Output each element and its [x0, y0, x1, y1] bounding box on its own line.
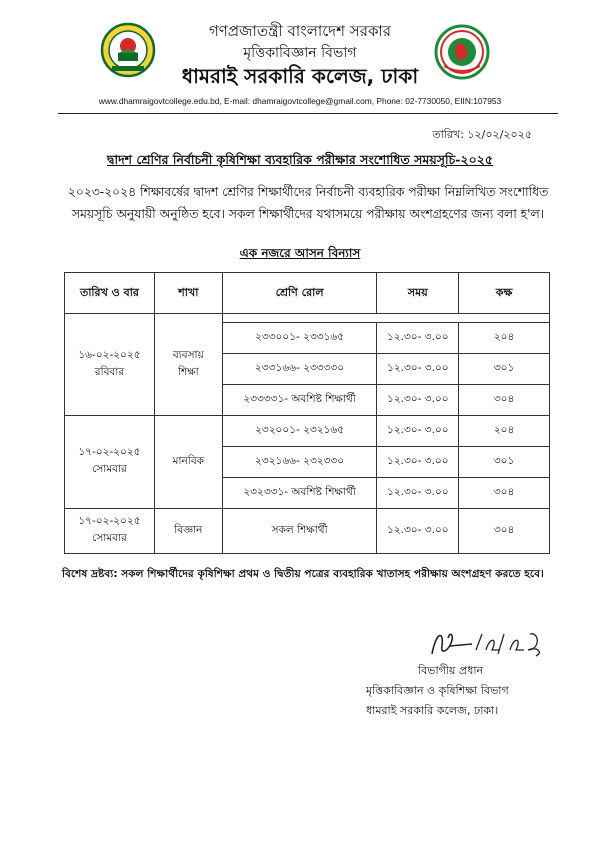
college-name: ধামরাই সরকারি কলেজ, ঢাকা [181, 64, 419, 88]
roll-cell: ২৩৩৩৩১- অবশিষ্ট শিক্ষার্থী [222, 385, 377, 416]
branch-text-line2: শিক্ষা [177, 365, 199, 378]
room-cell: ৩০১ [459, 354, 550, 385]
signatory-college: ধামরাই সরকারি কলেজ, ঢাকা। [366, 704, 499, 717]
notice-date: তারিখ: ১২/০২/২০২৫ [432, 128, 532, 141]
roll-cell: ২৩২০০১- ২৩২১৬৫ [222, 416, 377, 447]
room-cell: ৩০৪ [459, 478, 550, 509]
room-cell: ৩০৪ [459, 509, 550, 554]
notice-intro: ২০২৩-২০২৪ শিক্ষাবর্ষের দ্বাদশ শ্রেণির শিক্ষার্থীদের নির্বাচনী ব্যবহারিক পরীক্ষা নিম্নলিখিত সংশোধিত সময়সূচি অনুযায়ী অনুষ্ঠিত হবে। সকল শিক্ষার্থীদের যথাসময়ে পরীক্ষায় অংশগ্রহণের জন্য বলা হ'ল। [67, 185, 549, 221]
time-cell: ১২.৩০- ৩.০০ [377, 354, 459, 385]
roll-cell: ২৩২৩৩১- অবশিষ্ট শিক্ষার্থী [222, 478, 377, 509]
date-cell [65, 416, 155, 509]
notice-title: দ্বাদশ শ্রেণির নির্বাচনী কৃষিশিক্ষা ব্যবহারিক পরীক্ষার সংশোধিত সময়সূচি-২০২৫ [107, 152, 493, 167]
room-cell: ২০৪ [459, 416, 550, 447]
branch-cell: বিজ্ঞান [154, 509, 222, 554]
col-header-branch: শাখা [154, 273, 222, 314]
date-cell [65, 509, 155, 554]
signatory-department: মৃত্তিকাবিজ্ঞান ও কৃষিশিক্ষা বিভাগ [366, 684, 509, 697]
branch-cell [154, 314, 222, 416]
col-header-date: তারিখ ও বার [65, 273, 155, 314]
branch-cell: মানবিক [154, 416, 222, 509]
date-cell [65, 314, 155, 416]
time-cell: ১২.৩০- ৩.০০ [377, 509, 459, 554]
date-text: ১৭-০২-২০২৫ [78, 446, 141, 458]
signature-mark [420, 620, 560, 664]
table-row [65, 416, 550, 447]
day-text: সোমবার [92, 463, 127, 475]
table-row [65, 509, 550, 554]
seat-plan-heading: এক নজরে আসন বিন্যাস [239, 246, 361, 260]
row-spacer [222, 314, 549, 323]
day-text: রবিবার [94, 365, 125, 378]
time-cell: ১২.৩০- ৩.০০ [377, 323, 459, 354]
roll-cell: ২৩৩০০১- ২৩৩১৬৫ [222, 323, 377, 354]
govt-header: গণপ্রজাতন্ত্রী বাংলাদেশ সরকার [208, 22, 392, 40]
time-cell: ১২.৩০- ৩.০০ [377, 416, 459, 447]
signatory-title: বিভাগীয় প্রধান [418, 664, 484, 677]
table-row [65, 314, 550, 323]
room-cell: ৩০৪ [459, 385, 550, 416]
room-cell: ৩০১ [459, 447, 550, 478]
schedule-table [64, 272, 550, 554]
branch-text: ব্যবসায় [172, 348, 204, 361]
date-text: ১৭-০২-২০২৫ [78, 515, 141, 527]
department-header: মৃত্তিকাবিজ্ঞান বিভাগ [243, 45, 357, 61]
contact-line: www.dhamraigovtcollege.edu.bd, E-mail: dhamraigovtcollege@gmail.com, Phone: 02-7730050, EIIN:107953 [98, 96, 502, 106]
col-header-time: সময় [377, 273, 459, 314]
special-note: বিশেষ দ্রষ্টব্য: সকল শিক্ষার্থীদের কৃষিশিক্ষা প্রথম ও দ্বিতীয় পত্রের ব্যবহারিক খাতাসহ পরীক্ষায় অংশগ্রহণ করতে হবে। [62, 568, 544, 580]
table-header-row [65, 273, 550, 314]
roll-cell: সকল শিক্ষার্থী [222, 509, 377, 554]
date-text: ১৬-০২-২০২৫ [78, 348, 141, 361]
time-cell: ১২.৩০- ৩.০০ [377, 447, 459, 478]
day-text: সোমবার [92, 532, 127, 544]
time-cell: ১২.৩০- ৩.০০ [377, 478, 459, 509]
time-cell: ১২.৩০- ৩.০০ [377, 385, 459, 416]
header-divider [58, 113, 558, 114]
col-header-roll: শ্রেণি রোল [222, 273, 377, 314]
roll-cell: ২৩২১৬৬- ২৩২৩৩০ [222, 447, 377, 478]
room-cell: ২০৪ [459, 323, 550, 354]
roll-cell: ২৩৩১৬৬- ২৩৩৩৩০ [222, 354, 377, 385]
col-header-room: কক্ষ [459, 273, 550, 314]
